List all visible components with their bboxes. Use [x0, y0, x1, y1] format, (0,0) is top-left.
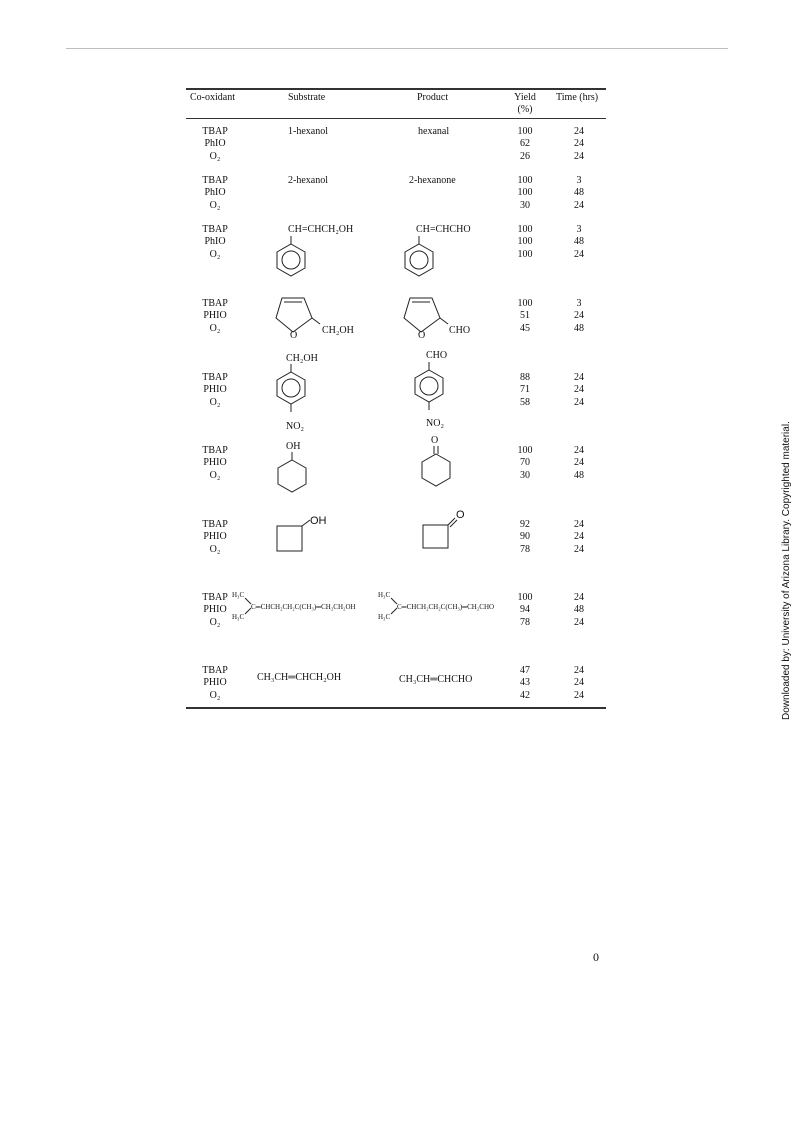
time-values: 24 24 24 — [574, 519, 584, 555]
substrate-name: 2-hexanol — [288, 175, 328, 186]
product-formula: CH₃CH═CHCHO — [399, 674, 473, 685]
header-product: Product — [417, 92, 449, 103]
hydroxyl-label: OH — [310, 515, 327, 527]
cyclohexanone-ring-structure — [418, 446, 454, 492]
time-values: 24 24 24 — [574, 665, 584, 701]
furan-ring-structure — [402, 294, 448, 341]
reaction-table — [186, 88, 606, 709]
methyl-label: H₃C — [232, 613, 245, 621]
yield-values: 100 100 100 — [517, 224, 533, 260]
table-bottom-rule — [186, 707, 606, 709]
time-values: 24 48 24 — [574, 592, 584, 628]
yield-values: 92 90 78 — [520, 519, 530, 555]
furan-ring-structure — [274, 294, 320, 341]
yield-values: 100 70 30 — [517, 445, 533, 481]
benzene-ring-structure — [274, 236, 308, 286]
methyl-label: H₃C — [378, 591, 391, 599]
substrate-formula: CH₃CH═CHCH₂OH — [257, 672, 342, 683]
hydroxyl-label: OH — [286, 441, 301, 452]
yield-values: 88 71 58 — [520, 372, 530, 408]
product-group: CHO — [426, 350, 448, 361]
substituent-label: NO₂ — [426, 418, 444, 429]
cooxidant-list: TBAP PHIO O₂ — [202, 592, 228, 628]
nitrobenzene-ring-structure — [412, 362, 446, 420]
cooxidant-list: TBAP PHIO O₂ — [202, 372, 228, 408]
ring-oxygen-label: O — [418, 330, 426, 341]
substrate-group: CH₂OH — [322, 325, 354, 336]
header-cooxidant: Co-oxidant — [190, 92, 235, 103]
yield-values: 100 100 30 — [517, 175, 533, 211]
ring-oxygen-label: O — [290, 330, 298, 341]
cooxidant-list: TBAP PhIO O₂ — [202, 175, 228, 211]
cooxidant-list: TBAP PHIO O₂ — [202, 445, 228, 481]
cooxidant-list: TBAP PHIO O₂ — [202, 665, 228, 701]
yield-values: 47 43 42 — [520, 665, 530, 701]
cooxidant-list: TBAP PhIO O₂ — [202, 126, 228, 162]
yield-values: 100 94 78 — [517, 592, 533, 628]
geraniol-structure — [232, 588, 377, 624]
cooxidant-list: TBAP PHIO O₂ — [202, 298, 228, 334]
nitrobenzene-ring-structure — [274, 364, 308, 422]
time-values: 24 24 24 — [574, 126, 584, 162]
yield-values: 100 62 26 — [517, 126, 533, 162]
product-name: hexanal — [418, 126, 450, 137]
page-number: 0 — [593, 950, 599, 964]
header-substrate: Substrate — [288, 92, 326, 103]
header-time: Time (hrs) — [556, 92, 599, 103]
table-top-rule — [186, 88, 606, 90]
substrate-formula: CH=CHCH₂OH — [288, 224, 354, 235]
cooxidant-list: TBAP PhIO O₂ — [202, 224, 228, 260]
copyright-note: Downloaded by: University of Arizona Library. Copyrighted material. — [781, 421, 792, 720]
time-values: 3 24 48 — [574, 298, 584, 334]
page-header-rule — [66, 48, 728, 49]
cyclobutane-ring-structure — [274, 514, 326, 556]
substrate-group: CH₂OH — [286, 353, 318, 364]
substituent-label: NO₂ — [286, 421, 304, 432]
product-group: CHO — [449, 325, 471, 336]
carbonyl-oxygen-label: O — [431, 435, 439, 446]
yield-values: 100 51 45 — [517, 298, 533, 334]
benzene-ring-structure — [402, 236, 436, 286]
product-formula: CH=CHCHO — [416, 224, 471, 235]
time-values: 3 48 24 — [574, 175, 584, 211]
header-rule — [186, 118, 606, 119]
methyl-label: H₃C — [232, 591, 245, 599]
time-values: 3 48 24 — [574, 224, 584, 260]
product-chain: C═CHCH₂CH₂C(CH₃)═CH₂CHO — [397, 603, 495, 611]
cyclohexane-ring-structure — [274, 452, 310, 498]
cyclobutanone-ring-structure — [420, 508, 470, 554]
carbonyl-oxygen-label: O — [456, 509, 465, 521]
header-yield: Yield — [514, 92, 536, 103]
time-values: 24 24 48 — [574, 445, 584, 481]
substrate-chain: C═CHCH₂CH₂C(CH₃)═CH₂CH₂OH — [251, 603, 356, 611]
product-name: 2-hexanone — [409, 175, 456, 186]
geranial-structure — [378, 588, 510, 624]
methyl-label: H₃C — [378, 613, 391, 621]
cooxidant-list: TBAP PHIO O₂ — [202, 519, 228, 555]
substrate-name: 1-hexanol — [288, 126, 328, 137]
header-yield-unit: (%) — [517, 104, 533, 115]
time-values: 24 24 24 — [574, 372, 584, 408]
